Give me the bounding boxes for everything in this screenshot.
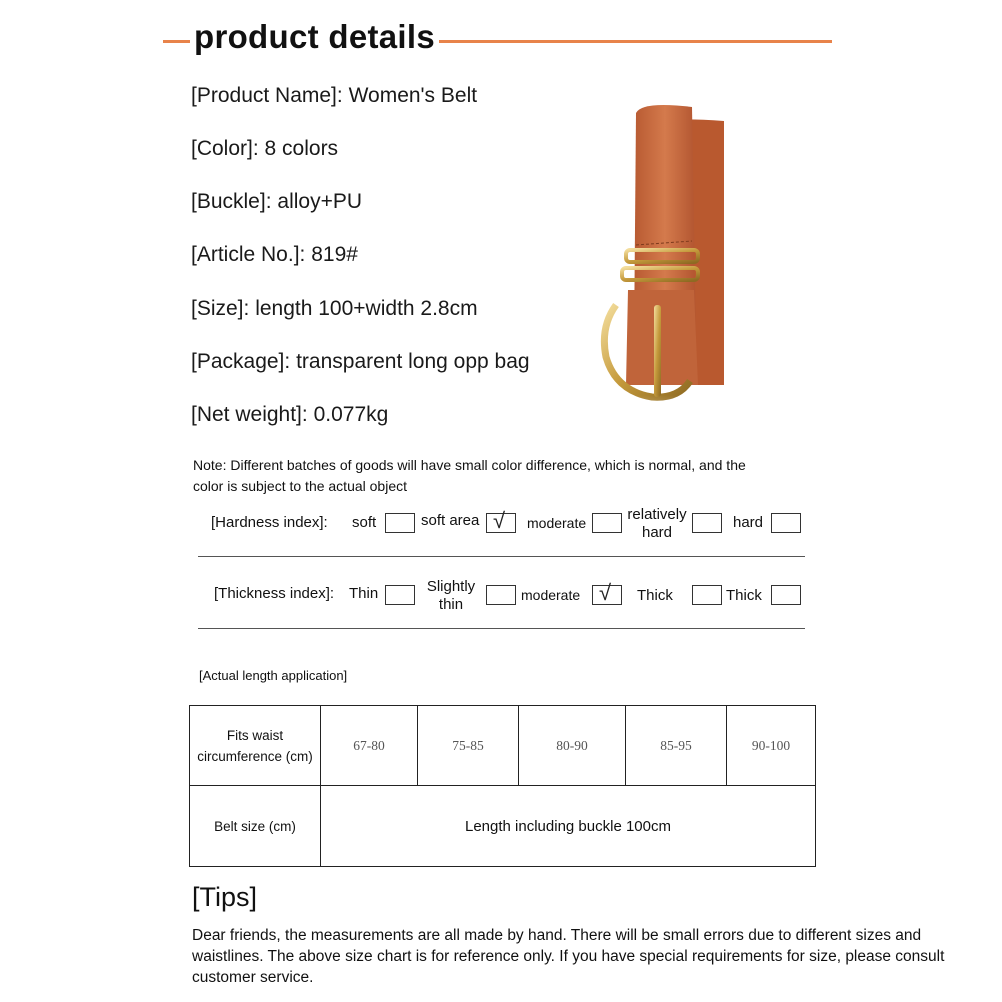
spec-color bbox=[191, 137, 338, 161]
spec-value: alloy+PU bbox=[277, 190, 363, 213]
color-note: Note: Different batches of goods will have small color difference, which is normal, and the color is subject to the actual object bbox=[193, 457, 746, 494]
waist-range-cell: 80-90 bbox=[519, 706, 626, 786]
thickness-option-thin: Thin bbox=[349, 585, 379, 602]
thickness-option-thick-2: Thick bbox=[726, 587, 762, 604]
hardness-option-hard: hard bbox=[733, 514, 764, 531]
table-row bbox=[190, 706, 816, 786]
thickness-option-moderate: moderate bbox=[521, 587, 581, 603]
waist-range-cell: 85-95 bbox=[626, 706, 727, 786]
spec-label: [Article No.]: bbox=[191, 243, 306, 266]
waist-range-cell: 90-100 bbox=[727, 706, 816, 786]
header-rule-left bbox=[163, 40, 193, 43]
belt-product-image bbox=[598, 95, 738, 440]
spec-value: 819# bbox=[311, 243, 358, 266]
thickness-option-thick: Thick bbox=[637, 587, 673, 604]
thickness-checkbox-moderate[interactable] bbox=[592, 580, 622, 605]
spec-value: 8 colors bbox=[264, 137, 339, 160]
check-mark-icon: √ bbox=[493, 508, 506, 533]
size-table bbox=[189, 705, 816, 867]
spec-label: [Size]: bbox=[191, 297, 250, 320]
thickness-checkbox-thick-2[interactable] bbox=[771, 585, 801, 605]
thickness-index-label: [Thickness index]: bbox=[214, 585, 335, 602]
divider bbox=[198, 556, 805, 557]
hardness-checkbox-hard[interactable] bbox=[771, 513, 801, 533]
spec-net-weight bbox=[191, 403, 388, 427]
hardness-option-relatively-hard: relatively hard bbox=[627, 506, 687, 541]
hardness-checkbox-relatively-hard[interactable] bbox=[692, 513, 722, 533]
spec-product-name bbox=[191, 84, 477, 108]
hardness-checkbox-soft-area[interactable] bbox=[486, 508, 516, 533]
length-section-title: [Actual length application] bbox=[199, 668, 348, 683]
spec-value: Women's Belt bbox=[348, 84, 478, 107]
spec-size bbox=[191, 297, 478, 321]
tips-title: [Tips] bbox=[192, 882, 258, 912]
spec-label: [Package]: bbox=[191, 350, 291, 373]
spec-label: [Net weight]: bbox=[191, 403, 308, 426]
thickness-checkbox-thin[interactable] bbox=[385, 585, 415, 605]
waist-range-cell: 75-85 bbox=[418, 706, 519, 786]
divider bbox=[198, 628, 805, 629]
hardness-checkbox-soft[interactable] bbox=[385, 513, 415, 533]
hardness-checkbox-moderate[interactable] bbox=[592, 513, 622, 533]
check-mark-icon: √ bbox=[599, 580, 612, 605]
hardness-option-soft: soft bbox=[352, 514, 377, 531]
belt-size-value-cell: Length including buckle 100cm bbox=[321, 786, 816, 867]
hardness-index-label: [Hardness index]: bbox=[211, 514, 328, 531]
spec-value: length 100+width 2.8cm bbox=[255, 297, 478, 320]
spec-buckle bbox=[191, 190, 362, 214]
thickness-checkbox-thick[interactable] bbox=[692, 585, 722, 605]
thickness-option-slightly-thin: Slightly thin bbox=[426, 578, 476, 613]
hardness-option-soft-area: soft area bbox=[421, 512, 480, 529]
spec-value: transparent long opp bag bbox=[296, 350, 530, 373]
spec-package bbox=[191, 350, 530, 374]
tips-body: Dear friends, the measurements are all made by hand. There will be small errors due to different sizes and waistlines. The above size chart is for reference only. If you have special requirements for size, please consult customer service. bbox=[192, 927, 945, 986]
spec-label: [Buckle]: bbox=[191, 190, 272, 213]
spec-article-no bbox=[191, 243, 358, 267]
page-title: product details bbox=[190, 18, 439, 56]
thickness-checkbox-slightly-thin[interactable] bbox=[486, 585, 516, 605]
belt-size-header-cell: Belt size (cm) bbox=[190, 786, 321, 867]
table-row bbox=[190, 786, 816, 867]
waist-header-cell: Fits waist circumference (cm) bbox=[190, 706, 321, 786]
waist-range-cell: 67-80 bbox=[321, 706, 418, 786]
spec-label: [Product Name]: bbox=[191, 84, 343, 107]
hardness-option-moderate: moderate bbox=[527, 515, 587, 531]
spec-label: [Color]: bbox=[191, 137, 259, 160]
header-rule-right bbox=[410, 40, 832, 43]
spec-value: 0.077kg bbox=[313, 403, 389, 426]
